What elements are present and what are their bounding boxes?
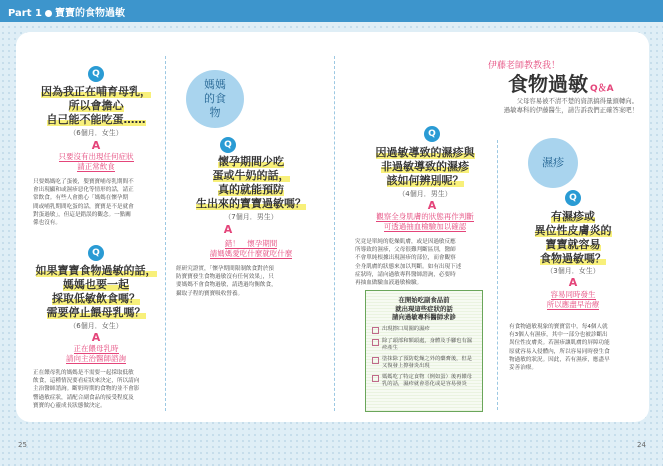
answer-icon: A [91,331,101,344]
question-icon: Q [565,190,581,206]
asker-age: （3個月．女生） [546,267,600,275]
answer-body: 究竟是單純的乾燥肌膚，或是因過敏反應 所導致的濕疹，父母很難判斷區別，醫師 不會單純根據出現濕疹的部位，而會觀察 全身肌膚的狀態來加以判斷。如有出現下述 症狀時，請向過敏專科醫師諮詢，必要時 再抽血做驗血液過敏檢驗。 [355,239,462,287]
question-icon: Q [424,126,440,142]
asker-age: （6個月．女生） [69,322,123,330]
answer-icon: A [91,139,101,152]
question-title: 懷孕期間少吃 蛋或牛奶的話， 真的就能預防 生出來的寶寶過敏嗎？ [196,155,306,210]
answer-icon: A [223,223,233,236]
page-number-right: 24 [637,441,646,449]
answer-body: 只要媽媽吃了蛋後，嬰寶寶哺母乳期間不 會出現顯和或濕疹惡化等情形的話，請正 常飲食。有些人會擔心「媽媽在懷孕期 間或哺乳期間吃蛋的話，寶寶是不是就會 對蛋過敏」，但這是錯誤的觀念。一點關 係也沒有。 [33,179,134,227]
question-icon: Q [88,66,104,82]
answer-title: 容易同時發生 所以應盡早治療 [546,290,600,309]
part-label: Part 1 [8,8,42,19]
question-title: 如果寶寶食物過敏的話， 媽媽也要一起 採取低敏飲食嗎？ 需要停止餵母乳嗎？ [35,264,157,319]
category-bubble-eczema: 濕疹 [528,138,578,188]
answer-title: 正在餵母乳時 請向主治醫師諮詢 [66,344,126,363]
question-title: 有濕疹或 異位性皮膚炎的 寶寶就容易 食物過敏嗎？ [534,210,612,265]
answer-body: 有食物過敏現象的寶寶當中，每4個人就 有3個人有濕疹，其中一部分也被診斷出 異位性皮膚炎。若濕疹讓肌膚的屏障功能 原就容易入侵體內，所以容易同時發生食 物過敏的狀況。因此，若有濕疹，應盡早 妥善治療。 [509,324,610,372]
answer-body: 正在餵母乳的媽媽是不需要一起採取低敏 飲食，這種情況要看症狀來決定，所以請向 主治醫師諮詢。斷奶時期的食物的並不會影 響過敏症狀，請配合副食品的接受程度及 寶寶的心靈成長狀態做決定。 [33,370,140,409]
page-number-left: 25 [18,441,27,449]
circle-icon [45,10,52,17]
answer-body: 經研究證實，「懷孕期間限制飲食對於預 防寶寶發生食物過敏沒有任何效果」，只 要媽媽不會食物過敏，請透過均衡飲食， 攝取子程的寶寶吸收營養。 [176,266,277,297]
answer-title: 觀察全身肌膚的狀態再作判斷 可透過抽血檢驗加以確認 [376,212,474,231]
intro-text: 父母容易被不清不楚的資訊搞得量頭轉向。 過敏專科的伊藤醫生，請告訴我們正確答案吧！ [503,97,638,114]
intro-byline: 伊藤老師教教我！ [488,61,561,71]
question-title: 因過敏導致的濕疹與 非過敏導致的濕疹 該如何辨別呢？ [375,146,475,187]
answer-title: 錯！ 懷孕期間 請媽媽愛吃什麼就吃什麼 [209,239,293,258]
section-header [8,4,125,19]
checkbox-icon [372,339,379,346]
answer-icon: A [568,276,578,289]
section-title: 寶寶的食物過敏 [54,8,125,19]
column-divider [165,56,166,411]
question-title: 因為我正在哺育母乳， 所以會擔心 自己能不能吃蛋…… [41,85,151,126]
question-icon: Q [88,245,104,261]
checklist-item: 塗抹除了預防乾燥之外的藥膏後，但是又復發上擦發炎出現 [372,356,476,370]
category-bubble-mom-food: 媽媽的食物 [186,70,244,128]
asker-age: （4個月．男生） [398,190,452,198]
checklist-title: 在開始吃副食品前 就出現這些症狀的話 請向過敏專科醫師求診 [392,296,456,321]
center-fold [334,56,335,411]
asker-age: （6個月．女生） [69,129,123,137]
checkbox-icon [372,375,379,382]
checklist-item: 出現擦口周圍的濕疹 [372,326,476,334]
symptom-checklist [365,290,483,412]
checkbox-icon [372,327,379,334]
intro-title: 食物過敏 Q＆A [508,72,614,96]
asker-age: （7個月．男生） [224,213,278,221]
question-icon: Q [220,137,236,153]
answer-title: 只要沒有出現任何症狀 請正常飲食 [58,152,134,171]
checklist-item: 除了頭部和額頭處，身體及手腳也有濕疹產生 [372,338,476,352]
answer-icon: A [427,199,437,212]
checkbox-icon [372,357,379,364]
checklist-item: 媽媽吃了特定食物（例如蛋）後再餵母乳的話，濕疹就會惡化或是容易發炎 [372,374,476,388]
